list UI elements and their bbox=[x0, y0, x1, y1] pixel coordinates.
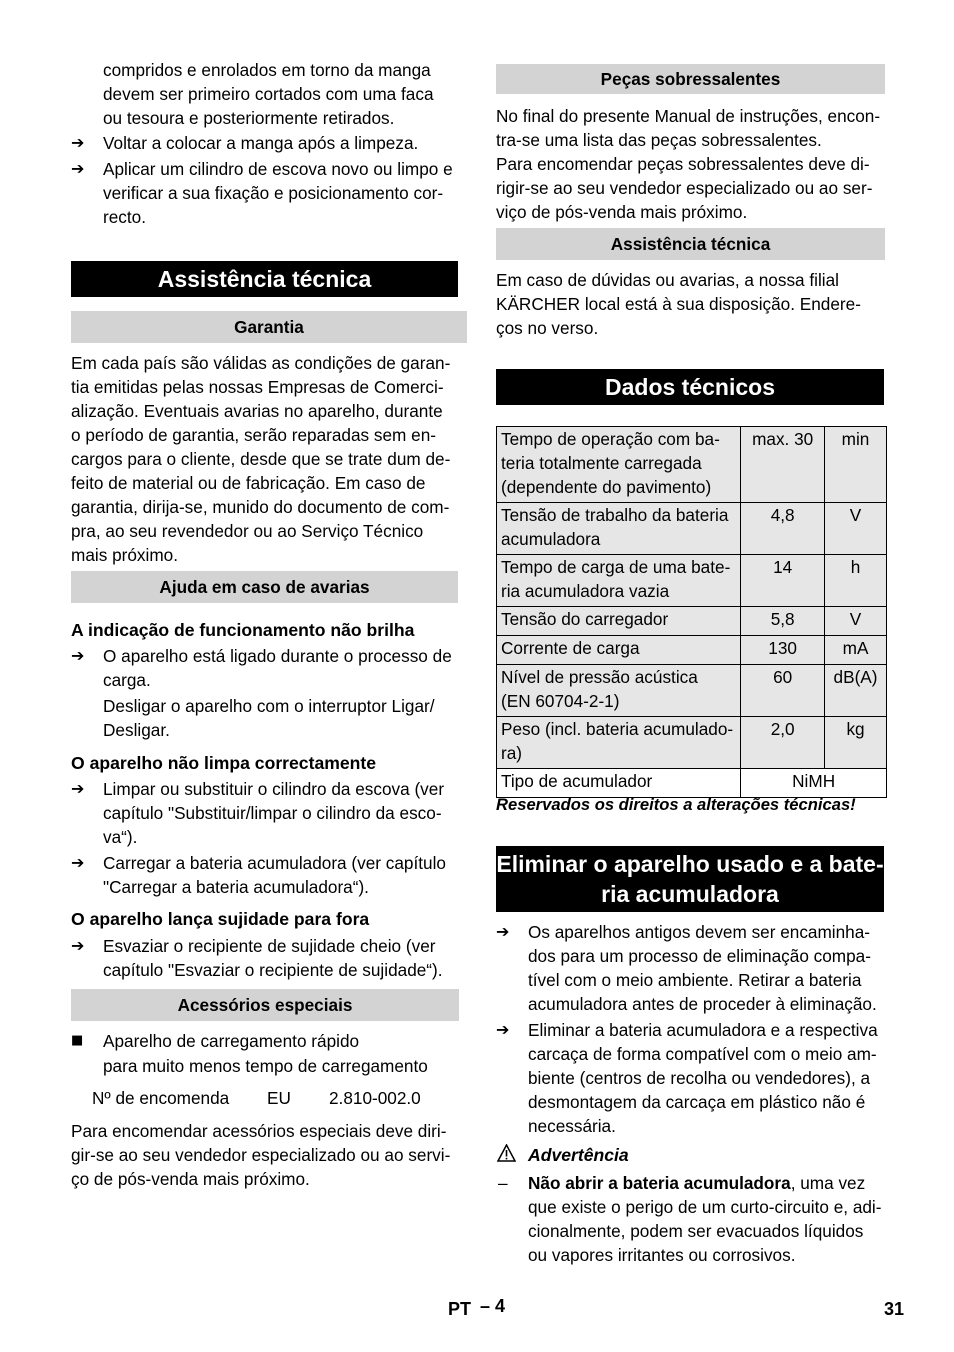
text-line: Limpar ou substituir o cilindro da escova (ver bbox=[103, 779, 445, 799]
tech-label: Corrente de carga bbox=[497, 636, 741, 665]
tech-unit: h bbox=[825, 555, 887, 607]
tech-unit: mA bbox=[825, 636, 887, 665]
text-line: cargos para o cliente, desde que se trate dum de- bbox=[71, 449, 451, 469]
text-line: feito de material ou de fabricação. Em caso de bbox=[71, 473, 426, 493]
accessories-paragraph bbox=[71, 1119, 466, 1191]
reserved-note: Reservados os direitos a alterações técnicas! bbox=[496, 795, 856, 814]
section-title: Dados técnicos bbox=[496, 369, 884, 405]
fault-title: A indicação de funcionamento não brilha bbox=[71, 620, 415, 640]
text-line: Desligar. bbox=[103, 720, 170, 740]
text-line: Voltar a colocar a manga após a limpeza. bbox=[103, 133, 419, 153]
fault-title: O aparelho lança sujidade para fora bbox=[71, 909, 370, 929]
warning-title: Advertência bbox=[528, 1145, 629, 1165]
arrow-right-icon: ➔ bbox=[496, 1020, 510, 1039]
arrow-right-icon: ➔ bbox=[71, 853, 85, 872]
arrow-right-icon: ➔ bbox=[71, 646, 85, 665]
tech-value: NiMH bbox=[741, 769, 887, 798]
subsection-title: Garantia bbox=[71, 311, 467, 343]
warning-triangle-icon bbox=[497, 1144, 516, 1162]
tech-value: 130 bbox=[741, 636, 825, 665]
garantia-paragraph bbox=[71, 351, 466, 567]
text-line: tra-se uma lista das peças sobressalentes. bbox=[496, 130, 822, 150]
tech-unit: min bbox=[825, 427, 887, 503]
arrow-right-icon: ➔ bbox=[71, 159, 85, 178]
text-line: acumuladora antes de proceder à eliminação. bbox=[528, 994, 877, 1014]
text-line: Eliminar a bateria acumuladora e a respectiva bbox=[528, 1020, 878, 1040]
dash-bullet-icon: – bbox=[498, 1173, 508, 1193]
text-line: recto. bbox=[103, 207, 146, 227]
text-line: ou tesoura e posteriormente retirados. bbox=[103, 108, 395, 128]
text-line: KÄRCHER local está à sua disposição. Endere- bbox=[496, 294, 861, 314]
text-line: verificar a sua fixação e posicionamento cor- bbox=[103, 183, 444, 203]
tech-label: Nível de pressão acústica (EN 60704-2-1) bbox=[497, 665, 741, 717]
warning-bold-text: Não abrir a bateria acumuladora bbox=[528, 1173, 791, 1193]
text-line: Desligar o aparelho com o interruptor Ligar/ bbox=[103, 696, 435, 716]
text-line: capítulo "Substituir/limpar o cilindro da esco- bbox=[103, 803, 442, 823]
table-row bbox=[497, 665, 887, 717]
arrow-right-icon: ➔ bbox=[71, 779, 85, 798]
section-title bbox=[496, 846, 884, 912]
text-line: ço de pós-venda mais próximo. bbox=[71, 1169, 310, 1189]
tech-label: Tensão do carregador bbox=[497, 607, 741, 636]
tech-data-table bbox=[496, 426, 887, 798]
text-line: va“). bbox=[103, 827, 138, 847]
table-row bbox=[497, 717, 887, 769]
text-line: Em caso de dúvidas ou avarias, a nossa filial bbox=[496, 270, 839, 290]
text-line: gir-se ao seu vendedor especializado ou ao servi- bbox=[71, 1145, 451, 1165]
text-line: Em cada país são válidas as condições de garan- bbox=[71, 353, 451, 373]
arrow-right-icon: ➔ bbox=[71, 133, 85, 152]
text-line: garantia, dirija-se, munido do documento de com- bbox=[71, 497, 450, 517]
arrow-right-icon: ➔ bbox=[496, 922, 510, 941]
subsection-title: Peças sobressalentes bbox=[496, 64, 885, 94]
assistance-paragraph bbox=[496, 268, 891, 340]
text-line: dos para um processo de eliminação compa- bbox=[528, 946, 871, 966]
tech-unit: V bbox=[825, 503, 887, 555]
text-line: pra, ao seu revendedor ou ao Serviço Técnico bbox=[71, 521, 424, 541]
order-label: Nº de encomenda bbox=[92, 1088, 230, 1108]
text-line: desmontagem da carcaça em plástico não é bbox=[528, 1092, 866, 1112]
tech-value: 4,8 bbox=[741, 503, 825, 555]
text-line: o período de garantia, serão reparadas sem en- bbox=[71, 425, 436, 445]
arrow-right-icon: ➔ bbox=[71, 936, 85, 955]
text-line: viço de pós-venda mais próximo. bbox=[496, 202, 748, 222]
text-line: carcaça de forma compatível com o meio am- bbox=[528, 1044, 877, 1064]
table-row bbox=[497, 555, 887, 607]
tech-value: 2,0 bbox=[741, 717, 825, 769]
table-row bbox=[497, 636, 887, 665]
text-line: necessária. bbox=[528, 1116, 616, 1136]
tech-value: 60 bbox=[741, 665, 825, 717]
text-line: No final do presente Manual de instruções, encon- bbox=[496, 106, 881, 126]
text-line: ou vapores irritantes ou corrosivos. bbox=[528, 1245, 796, 1265]
text-line bbox=[528, 1171, 890, 1195]
subsection-title: Assistência técnica bbox=[496, 228, 885, 260]
text-line: Esvaziar o recipiente de sujidade cheio (ver bbox=[103, 936, 436, 956]
text-line: cionalmente, podem ser evacuados líquidos bbox=[528, 1221, 864, 1241]
tech-unit: kg bbox=[825, 717, 887, 769]
text-line: tível com o meio ambiente. Retirar a bateria bbox=[528, 970, 862, 990]
text-line: ços no verso. bbox=[496, 318, 599, 338]
table-row bbox=[497, 607, 887, 636]
text-line: Para encomendar peças sobressalentes deve di- bbox=[496, 154, 870, 174]
table-row bbox=[497, 427, 887, 503]
section-title: Assistência técnica bbox=[71, 261, 458, 297]
footer-language: PT bbox=[448, 1299, 472, 1319]
tech-label: Tempo de operação com ba- teria totalmente carregada (dependente do pavimento) bbox=[497, 427, 741, 503]
text-line: Para encomendar acessórios especiais deve diri- bbox=[71, 1121, 447, 1141]
text-line: para muito menos tempo de carregamento bbox=[103, 1056, 428, 1076]
tech-unit: dB(A) bbox=[825, 665, 887, 717]
subsection-title: Ajuda em caso de avarias bbox=[71, 571, 458, 603]
warning-text: , uma vez bbox=[790, 1173, 866, 1193]
order-region: EU bbox=[267, 1088, 291, 1108]
text-line: Aparelho de carregamento rápido bbox=[103, 1031, 360, 1051]
tech-label: Tempo de carga de uma bate- ria acumuladora vazia bbox=[497, 555, 741, 607]
text-line: compridos e enrolados em torno da manga bbox=[103, 60, 431, 80]
text-line: "Carregar a bateria acumuladora“). bbox=[103, 877, 369, 897]
tech-unit: V bbox=[825, 607, 887, 636]
tech-label: Tipo de acumulador bbox=[497, 769, 741, 798]
text-line: alização. Eventuais avarias no aparelho, durante bbox=[71, 401, 443, 421]
subsection-title: Acessórios especiais bbox=[71, 989, 459, 1021]
text-line: capítulo "Esvaziar o recipiente de sujidade“). bbox=[103, 960, 443, 980]
text-line: Aplicar um cilindro de escova novo ou limpo e bbox=[103, 159, 453, 179]
footer-local-page: – 4 bbox=[480, 1296, 506, 1316]
continued-paragraph bbox=[103, 58, 463, 130]
title-line: ria acumuladora bbox=[601, 881, 779, 907]
text-line: devem ser primeiro cortados com uma faca bbox=[103, 84, 434, 104]
page-number: 31 bbox=[884, 1299, 905, 1319]
tech-label: Tensão de trabalho da bateria acumuladora bbox=[497, 503, 741, 555]
text-line: tia emitidas pelas nossas Empresas de Comerci- bbox=[71, 377, 444, 397]
text-line: carga. bbox=[103, 670, 151, 690]
text-line: Os aparelhos antigos devem ser encaminha- bbox=[528, 922, 871, 942]
fault-remedy bbox=[103, 694, 463, 742]
square-bullet-icon: ■ bbox=[71, 1033, 84, 1048]
table-row bbox=[497, 503, 887, 555]
spare-parts-paragraph bbox=[496, 104, 891, 224]
tech-value: 5,8 bbox=[741, 607, 825, 636]
text-line: que existe o perigo de um curto-circuito e, adi- bbox=[528, 1197, 882, 1217]
text-line: mais próximo. bbox=[71, 545, 178, 565]
text-line: biente (centros de recolha ou vendedores), a bbox=[528, 1068, 871, 1088]
tech-label: Peso (incl. bateria acumulado- ra) bbox=[497, 717, 741, 769]
text-line: Carregar a bateria acumuladora (ver capítulo bbox=[103, 853, 446, 873]
tech-value: max. 30 bbox=[741, 427, 825, 503]
fault-title: O aparelho não limpa correctamente bbox=[71, 753, 377, 773]
tech-value: 14 bbox=[741, 555, 825, 607]
title-line: Eliminar o aparelho usado e a bate- bbox=[496, 851, 884, 877]
text-line: rigir-se ao seu vendedor especializado ou ao ser- bbox=[496, 178, 873, 198]
text-line: O aparelho está ligado durante o processo de bbox=[103, 646, 452, 666]
order-number: 2.810-002.0 bbox=[329, 1088, 421, 1108]
